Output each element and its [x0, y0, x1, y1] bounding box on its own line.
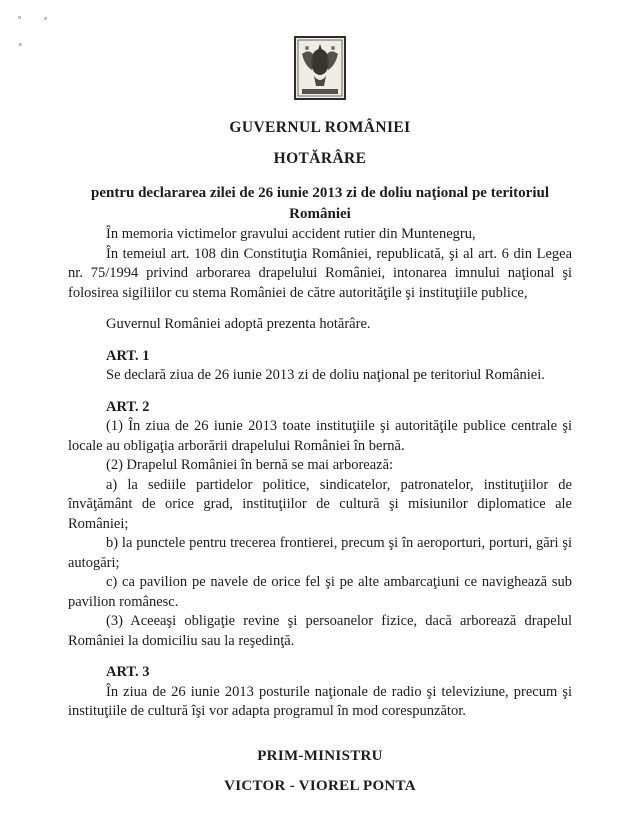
document-body — [68, 225, 572, 722]
article-2-paragraph-b: b) la punctele pentru trecerea frontierei, precum şi în aeroporturi, porturi, gări şi autogări; — [68, 535, 572, 571]
preamble-legal-basis: În temeiul art. 108 din Constituţia României, republicată, şi al art. 6 din Legea nr. 75/1994 privind arborarea drapelului României, intonarea imnului naţional şi folosirea sigiliilor cu stema României de către autorităţile şi instituţiile publice, — [68, 245, 572, 301]
enactment-clause: Guvernul României adoptă prezenta hotărâre. — [106, 316, 371, 332]
scan-artifact-dot — [18, 16, 21, 19]
scan-artifact-dot — [19, 43, 22, 46]
emblem-container — [0, 0, 640, 105]
preamble-memoriam: În memoria victimelor gravului accident rutier din Muntenegru, — [106, 226, 476, 242]
article-2-paragraph-2: (2) Drapelul României în bernă se mai arborează: — [106, 457, 394, 473]
article-2-paragraph-c: c) ca pavilion pe navele de orice fel şi pe alte ambarcaţiuni ce navighează sub pavilion românesc. — [68, 574, 572, 610]
institution-title: GUVERNUL ROMÂNIEI — [229, 119, 411, 136]
signature-block — [0, 748, 640, 795]
document-type-title: HOTĂRÂRE — [273, 150, 367, 167]
article-2-paragraph-a: a) la sediile partidelor politice, sindicatelor, patronatelor, instituţiilor de învăţământ de orice grad, instituţiilor de cultură şi misiunilor diplomatice ale României; — [68, 476, 572, 532]
signatory-name: VICTOR - VIOREL PONTA — [224, 777, 416, 794]
article-1-paragraph: Se declară ziua de 26 iunie 2013 zi de doliu naţional pe teritoriul României. — [106, 367, 545, 383]
document-title: pentru declararea zilei de 26 iunie 2013 zi de doliu naţional pe teritoriul României — [90, 185, 550, 222]
romanian-coat-of-arms-icon — [294, 36, 346, 100]
signatory-role: PRIM-MINISTRU — [257, 747, 383, 764]
article-3-paragraph: În ziua de 26 iunie 2013 posturile naţionale de radio şi televiziune, precum şi instituţiile de cultură îşi vor adapta programul în mod corespunzător. — [68, 683, 572, 719]
article-3-heading: ART. 3 — [106, 664, 150, 680]
scan-artifact-dot — [44, 17, 47, 20]
article-2-heading: ART. 2 — [106, 398, 150, 415]
article-2-paragraph-1: (1) În ziua de 26 iunie 2013 toate instituţiile şi autorităţile publice centrale şi locale au obligaţia arborării drapelului României în bernă. — [68, 418, 572, 454]
article-2-paragraph-3: (3) Aceeaşi obligaţie revine şi persoanelor fizice, dacă arborează drapelul României la domiciliu sau la reşedinţă. — [68, 613, 572, 649]
article-1-heading: ART. 1 — [106, 347, 150, 364]
